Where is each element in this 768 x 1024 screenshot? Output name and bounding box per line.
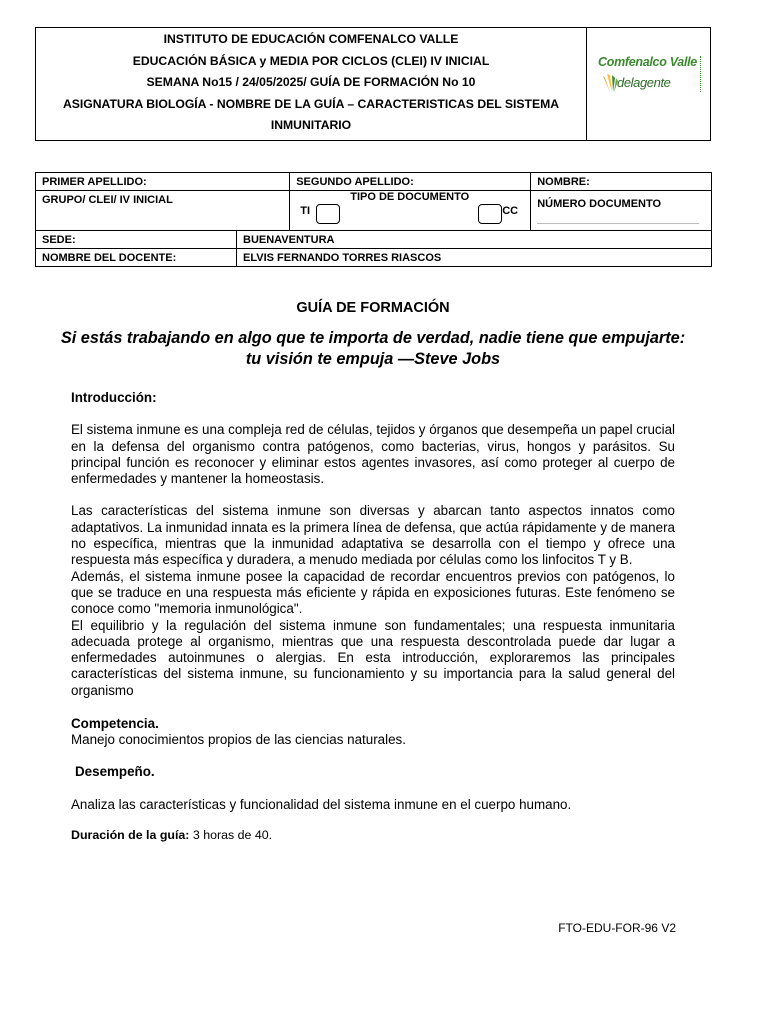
segundo-apellido-label: SEGUNDO APELLIDO: xyxy=(296,176,414,188)
segundo-apellido-field[interactable] xyxy=(290,173,531,191)
sede-label: SEDE: xyxy=(42,234,76,246)
duracion-value: 3 horas de 40. xyxy=(189,828,273,843)
sede-value-cell xyxy=(237,231,712,249)
sede-label-cell xyxy=(36,231,237,249)
logo-text-top: Comfenalco Valle xyxy=(598,55,697,69)
header-text xyxy=(36,28,587,140)
tipo-documento-field xyxy=(290,191,531,231)
student-info-table xyxy=(35,172,712,267)
program-name: EDUCACIÓN BÁSICA y MEDIA POR CICLOS (CLEI) IV INICIAL xyxy=(132,53,490,68)
competencia-text: Manejo conocimientos propios de las ciencias naturales. xyxy=(71,732,406,748)
intro-paragraph-2: Las características del sistema inmune son diversas y abarcan tanto aspectos innatos como adaptativos. La inmunidad innata es la primera línea de defensa, que actúa rápidamente y de manera no específica, mientras que la inmunidad adaptativa se desarrolla con el tiempo y ofrece una respuesta más específica y duradera, a menudo mediada por células como los linfocitos T y B. xyxy=(71,503,675,568)
primer-apellido-field[interactable] xyxy=(36,173,290,191)
institution-name: INSTITUTO DE EDUCACIÓN COMFENALCO VALLE xyxy=(163,32,459,46)
grupo-label: GRUPO/ CLEI/ IV INICIAL xyxy=(42,194,173,206)
comfenalco-logo xyxy=(587,28,710,140)
duracion-label: Duración de la guía: xyxy=(71,828,190,843)
intro-paragraph-1: El sistema inmune es una compleja red de células, tejidos y órganos que desempeña un papel crucial en la defensa del organismo contra patógenos, como bacterias, virus, hongos y parásitos. Su principal función es reconocer y eliminar estos agentes invasores, así como proteger al cuerpo de enfermedades y mantener la homeostasis. xyxy=(71,422,675,487)
motivational-quote: Si estás trabajando en algo que te importa de verdad, nadie tiene que empujarte: tu visión te empuja —Steve Jobs xyxy=(60,329,686,368)
intro-paragraph-3: Además, el sistema inmune posee la capacidad de recordar encuentros previos con patógenos, lo que se traduce en una respuesta más eficiente y rápida en exposiciones futuras. Este fenómeno se conoce como "memoria inmunológica". xyxy=(71,568,675,617)
competencia-heading: Competencia. xyxy=(71,716,159,732)
desempeno-text: Analiza las características y funcionalidad del sistema inmune en el cuerpo humano. xyxy=(71,796,572,812)
document-code: FTO-EDU-FOR-96 V2 xyxy=(558,921,676,935)
numero-documento-line xyxy=(537,223,699,224)
intro-heading: Introducción: xyxy=(71,390,157,405)
guide-content xyxy=(71,390,675,844)
ti-checkbox[interactable] xyxy=(316,204,340,224)
primer-apellido-label: PRIMER APELLIDO: xyxy=(42,176,147,188)
logo-text-bottom: delagente xyxy=(617,75,671,90)
logo-divider xyxy=(700,56,703,92)
grupo-field xyxy=(36,191,290,231)
docente-label: NOMBRE DEL DOCENTE: xyxy=(42,252,177,264)
cc-label: CC xyxy=(502,205,519,217)
duracion-line xyxy=(71,827,675,843)
nombre-label: NOMBRE: xyxy=(537,176,590,188)
subject-guide-line-2: INMUNITARIO xyxy=(270,118,352,132)
desempeno-heading: Desempeño. xyxy=(75,763,155,779)
docente-value: ELVIS FERNANDO TORRES RIASCOS xyxy=(243,252,442,264)
document-header xyxy=(35,27,711,141)
sede-value: BUENAVENTURA xyxy=(243,234,335,246)
tipo-documento-label: TIPO DE DOCUMENTO xyxy=(350,191,470,203)
nombre-field[interactable] xyxy=(531,173,712,191)
week-guide-line: SEMANA No15 / 24/05/2025/ GUÍA DE FORMACIÓN No 10 xyxy=(146,75,476,89)
cc-checkbox[interactable] xyxy=(478,204,502,224)
ti-label: TI xyxy=(300,205,310,217)
docente-label-cell xyxy=(36,249,237,267)
subject-guide-line: ASIGNATURA BIOLOGÍA - NOMBRE DE LA GUÍA – CARACTERISTICAS DEL SISTEMA xyxy=(62,96,560,111)
numero-documento-label: NÚMERO DOCUMENTO xyxy=(537,198,662,210)
docente-value-cell xyxy=(237,249,712,267)
guide-title: GUÍA DE FORMACIÓN xyxy=(296,300,450,316)
intro-paragraph-4: El equilibrio y la regulación del sistema inmune son fundamentales; una respuesta inmunitaria adecuada protege al organismo, mientras que una respuesta descontrolada puede dar lugar a enfermedades autoinmunes o alergias. En esta introducción, exploraremos las principales características del sistema inmune, su funcionamiento y su importancia para la salud general del organismo xyxy=(71,617,675,698)
numero-documento-field[interactable] xyxy=(531,191,712,231)
